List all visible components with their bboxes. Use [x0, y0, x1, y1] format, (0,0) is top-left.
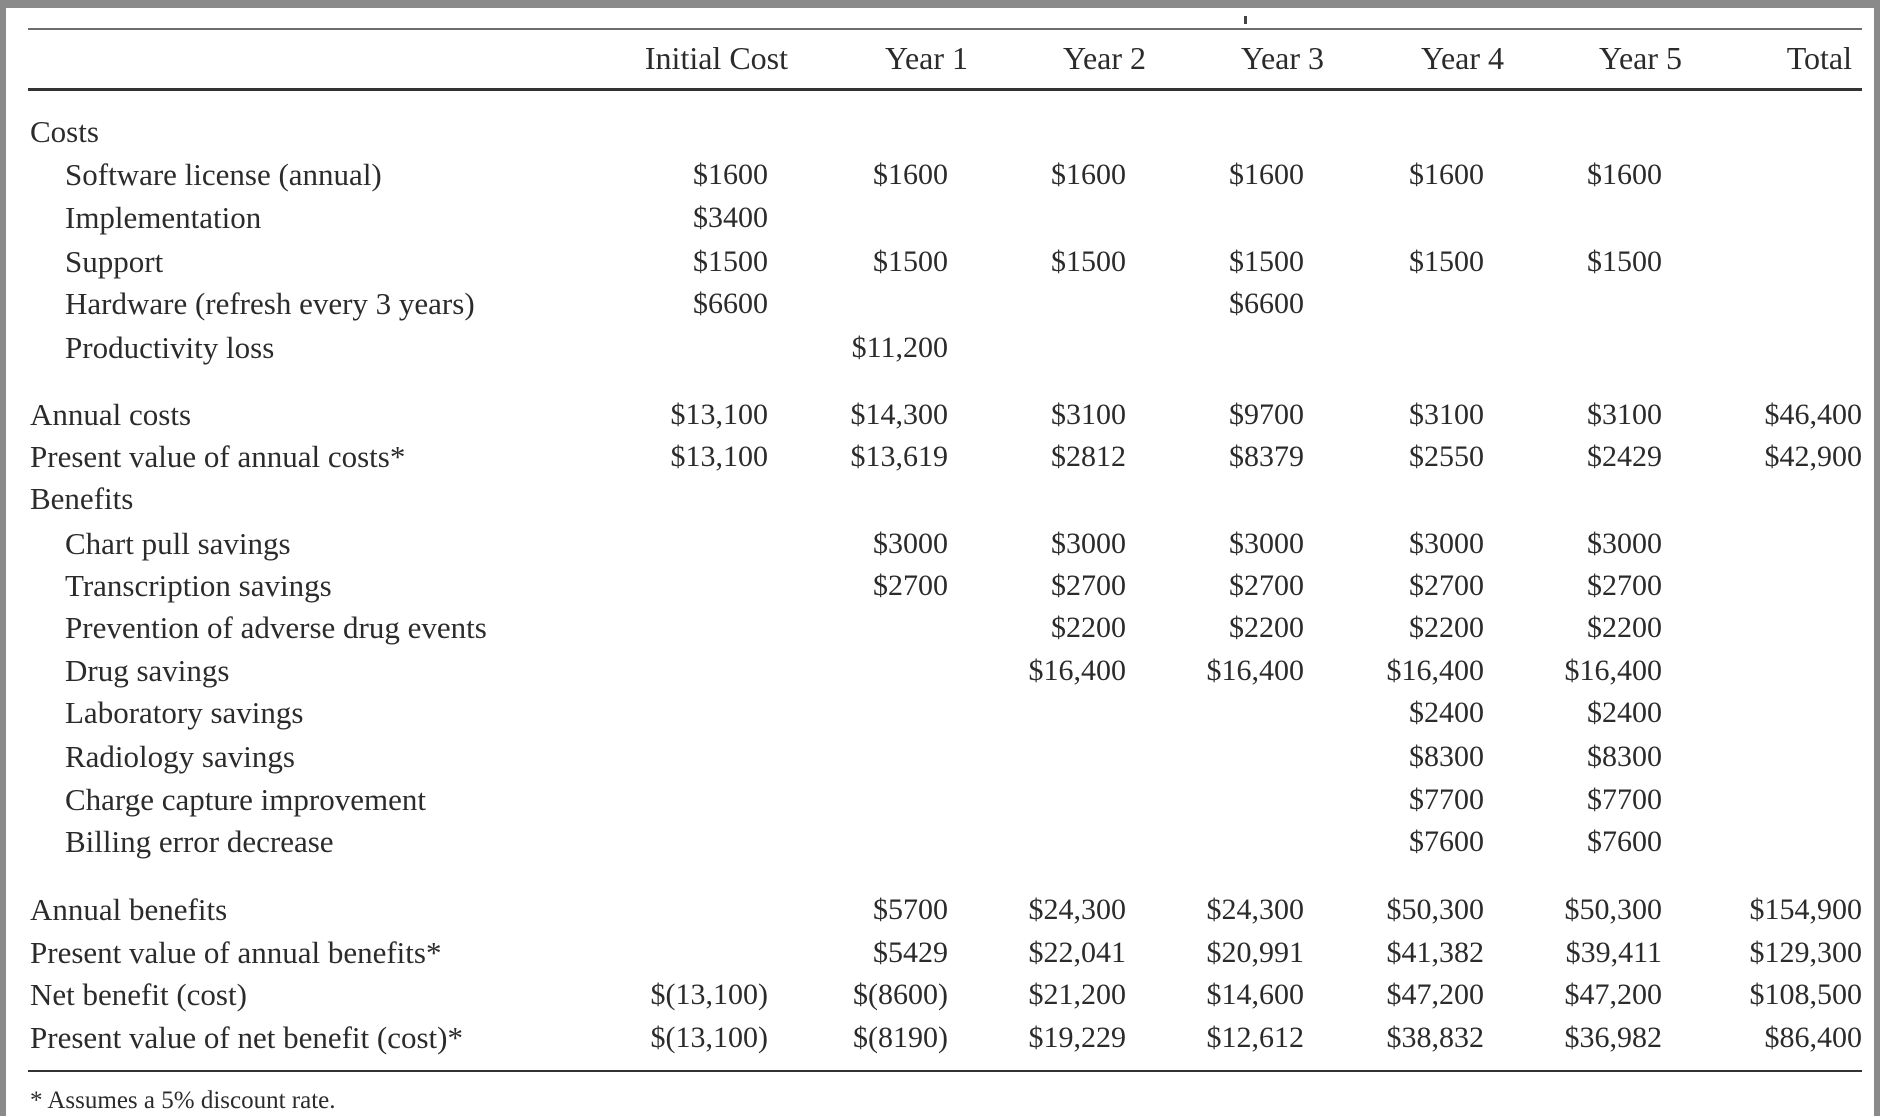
- table-cell: $3000: [873, 527, 948, 560]
- table-cell: $6600: [1229, 287, 1304, 320]
- table-cell: $5700: [873, 893, 948, 926]
- table-cell: $1500: [1587, 245, 1662, 278]
- row-label-item: Software license (annual): [65, 157, 382, 192]
- table-cell: $16,400: [1386, 654, 1484, 687]
- table-cell: $42,900: [1764, 440, 1862, 473]
- table-cell: $3000: [1409, 527, 1484, 560]
- table-cell: $14,600: [1206, 978, 1304, 1011]
- table-cell: $2200: [1229, 611, 1304, 644]
- row-label-section: Costs: [30, 114, 99, 149]
- table-cell: $7600: [1587, 825, 1662, 858]
- table-cell: $8300: [1409, 740, 1484, 773]
- table-cell: $1500: [1229, 245, 1304, 278]
- row-label-item: Radiology savings: [65, 739, 295, 774]
- table-cell: $2700: [1051, 569, 1126, 602]
- row-label-section: Annual costs: [30, 397, 192, 432]
- row-label-section: Benefits: [30, 481, 134, 516]
- row-label-item: Hardware (refresh every 3 years): [65, 286, 475, 321]
- table-cell: $21,200: [1028, 978, 1126, 1011]
- table-cell: $47,200: [1386, 978, 1484, 1011]
- row-label-item: Support: [65, 244, 164, 279]
- table-cell: $14,300: [850, 398, 948, 431]
- row-label-item: Billing error decrease: [65, 824, 334, 859]
- column-header-total: Total: [1786, 40, 1852, 76]
- table-cell: $2200: [1051, 611, 1126, 644]
- row-label-item: Transcription savings: [65, 568, 332, 603]
- table-cell: $3100: [1587, 398, 1662, 431]
- table-cell: $(8600): [853, 978, 948, 1011]
- table-header-rule: [28, 88, 1862, 91]
- table-cell: $38,832: [1386, 1021, 1484, 1054]
- table-cell: $1500: [693, 245, 768, 278]
- table-cell: $12,612: [1206, 1021, 1304, 1054]
- row-label-item: Drug savings: [65, 653, 230, 688]
- table-cell: $39,411: [1565, 936, 1662, 969]
- table-cell: $2700: [1229, 569, 1304, 602]
- table-cell: $2700: [873, 569, 948, 602]
- table-cell: $50,300: [1564, 893, 1662, 926]
- table-cell: $108,500: [1749, 978, 1862, 1011]
- table-top-rule: [28, 28, 1862, 30]
- table-cell: $2400: [1409, 696, 1484, 729]
- table-cell: $1600: [1587, 158, 1662, 191]
- table-cell: $46,400: [1764, 398, 1862, 431]
- table-cell: $3000: [1051, 527, 1126, 560]
- table-cell: $16,400: [1206, 654, 1304, 687]
- cost-benefit-table: [28, 18, 1862, 1118]
- table-cell: $3400: [693, 201, 768, 234]
- table-cell: $129,300: [1749, 936, 1862, 969]
- table-cell: $2200: [1587, 611, 1662, 644]
- table-cell: $8379: [1229, 440, 1304, 473]
- table-cell: $(13,100): [650, 978, 768, 1011]
- table-cell: $1600: [1051, 158, 1126, 191]
- table-cell: $1600: [1409, 158, 1484, 191]
- column-header-year-1: Year 1: [885, 40, 968, 76]
- top-tick-mark: [1244, 16, 1247, 24]
- table-cell: $22,041: [1028, 936, 1126, 969]
- table-cell: $2550: [1409, 440, 1484, 473]
- table-cell: $41,382: [1386, 936, 1484, 969]
- row-label-item: Chart pull savings: [65, 526, 291, 561]
- table-cell: $2429: [1587, 440, 1662, 473]
- table-cell: $3000: [1229, 527, 1304, 560]
- table-cell: $7700: [1409, 783, 1484, 816]
- table-cell: $3000: [1587, 527, 1662, 560]
- table-cell: $1500: [1409, 245, 1484, 278]
- table-cell: $154,900: [1749, 893, 1862, 926]
- table-cell: $(8190): [853, 1021, 948, 1054]
- table-cell: $2700: [1409, 569, 1484, 602]
- table-cell: $(13,100): [650, 1021, 768, 1054]
- table-cell: $36,982: [1564, 1021, 1662, 1054]
- column-header-initial-cost: Initial Cost: [644, 40, 788, 76]
- table-cell: $7600: [1409, 825, 1484, 858]
- row-label-section: Present value of annual benefits*: [30, 935, 442, 970]
- table-cell: $1500: [1051, 245, 1126, 278]
- table-cell: $1500: [873, 245, 948, 278]
- row-label-section: Present value of net benefit (cost)*: [30, 1020, 463, 1055]
- table-cell: $47,200: [1564, 978, 1662, 1011]
- table-cell: $1600: [873, 158, 948, 191]
- footnote: * Assumes a 5% discount rate.: [30, 1087, 336, 1114]
- row-label-section: Present value of annual costs*: [30, 439, 406, 474]
- table-cell: $13,100: [670, 398, 768, 431]
- table-cell: $16,400: [1028, 654, 1126, 687]
- table-cell: $1600: [693, 158, 768, 191]
- table-cell: $2200: [1409, 611, 1484, 644]
- column-header-year-4: Year 4: [1421, 40, 1504, 76]
- table-cell: $19,229: [1028, 1021, 1126, 1054]
- row-label-section: Net benefit (cost): [30, 977, 247, 1012]
- table-cell: $8300: [1587, 740, 1662, 773]
- table-cell: $3100: [1409, 398, 1484, 431]
- table-cell: $7700: [1587, 783, 1662, 816]
- table-cell: $2400: [1587, 696, 1662, 729]
- table-cell: $24,300: [1028, 893, 1126, 926]
- row-label-item: Prevention of adverse drug events: [65, 610, 487, 645]
- table-cell: $16,400: [1564, 654, 1662, 687]
- row-label-item: Charge capture improvement: [65, 782, 426, 817]
- table-cell: $13,619: [850, 440, 948, 473]
- row-label-item: Productivity loss: [65, 330, 275, 365]
- column-header-year-5: Year 5: [1599, 40, 1682, 76]
- table-cell: $50,300: [1386, 893, 1484, 926]
- column-header-year-2: Year 2: [1063, 40, 1146, 76]
- table-cell: $9700: [1229, 398, 1304, 431]
- table-cell: $20,991: [1206, 936, 1304, 969]
- table-cell: $5429: [873, 936, 948, 969]
- row-label-section: Annual benefits: [30, 892, 228, 927]
- table-cell: $1600: [1229, 158, 1304, 191]
- table-cell: $2812: [1051, 440, 1126, 473]
- row-label-item: Implementation: [65, 200, 262, 235]
- row-label-item: Laboratory savings: [65, 695, 304, 730]
- table-bottom-rule: [28, 1070, 1862, 1072]
- table-cell: $24,300: [1206, 893, 1304, 926]
- table-cell: $3100: [1051, 398, 1126, 431]
- table-cell: $2700: [1587, 569, 1662, 602]
- table-cell: $86,400: [1764, 1021, 1862, 1054]
- table-cell: $6600: [693, 287, 768, 320]
- table-cell: $11,200: [851, 331, 948, 364]
- column-header-year-3: Year 3: [1241, 40, 1324, 76]
- table-cell: $13,100: [670, 440, 768, 473]
